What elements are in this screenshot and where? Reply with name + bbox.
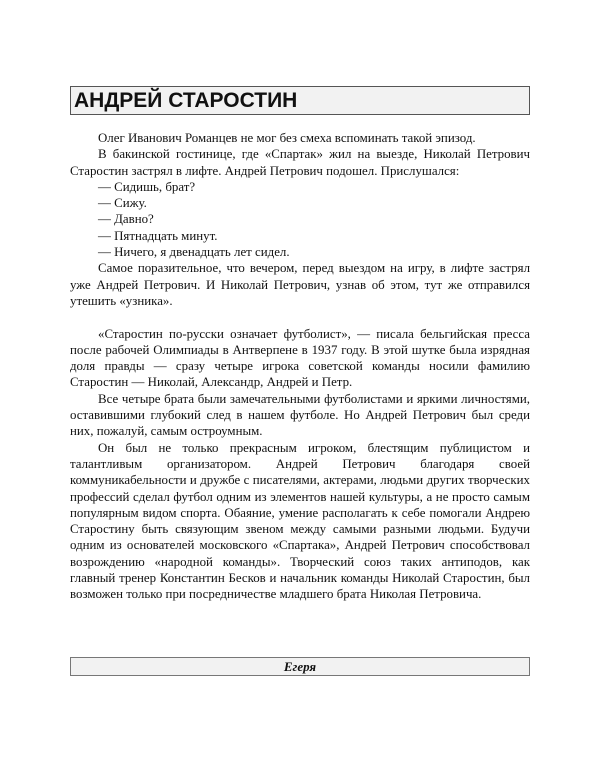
page [70, 86, 530, 674]
dialogue-line: — Ничего, я двенадцать лет сидел. [98, 245, 290, 260]
paragraph: «Старостин по-русски означает футболист», — писала бельгийская пресса после рабочей Олимпиады в Антверпене в 1937 году. В этой шутке была изрядная доля правды — сразу четыре игрока советской команды носили фамилию Старостин — Николай, Александр, Андрей и Петр. [70, 326, 530, 390]
chapter-title: АНДРЕЙ СТАРОСТИН [70, 86, 530, 115]
section-title: Егеря [70, 657, 530, 676]
paragraph: В бакинской гостинице, где «Спартак» жил на выезде, Николай Петрович Старостин застрял в лифте. Андрей Петрович подошел. Прислушался: [70, 147, 530, 178]
dialogue-line: — Сижу. [98, 196, 147, 211]
paragraph: Все четыре брата были замечательными футболистами и яркими личностями, оставившими глубокий след в нашем футболе. Но Андрей Петрович был среди них, пожалуй, самым остроумным. [70, 391, 530, 439]
body-text [70, 130, 530, 603]
dialogue-line: — Давно? [98, 212, 154, 227]
paragraph: Он был не только прекрасным игроком, блестящим публицистом и талантливым организатором. Андрей Петрович благодаря своей коммуникабельности и дружбе с писателями, актерами, людьми других творческих профессий сделал футбол одним из элементов нашей культуры, а не просто самым популярным видом спорта. Обаяние, умение располагать к себе помогали Андрею Старостину быть связующим звеном между самыми разными людьми. Будучи одним из основателей московского «Спартака», Андрей Петрович способствовал возрождению «народной команды». Творческий союз таких антиподов, как главный тренер Константин Бесков и начальник команды Николай Старостин, был возможен только при посредничестве младшего брата Николая Петровича. [70, 440, 530, 602]
paragraph: Олег Иванович Романцев не мог без смеха вспоминать такой эпизод. [98, 131, 476, 145]
dialogue-line: — Сидишь, брат? [98, 179, 196, 194]
paragraph: Самое поразительное, что вечером, перед выездом на игру, в лифте застрял уже Андрей Петрович. И Николай Петрович, узнав об этом, тут же отправился утешить «узника». [70, 261, 530, 308]
dialogue-line: — Пятнадцать минут. [98, 228, 218, 243]
paragraph-spacer [70, 309, 530, 325]
